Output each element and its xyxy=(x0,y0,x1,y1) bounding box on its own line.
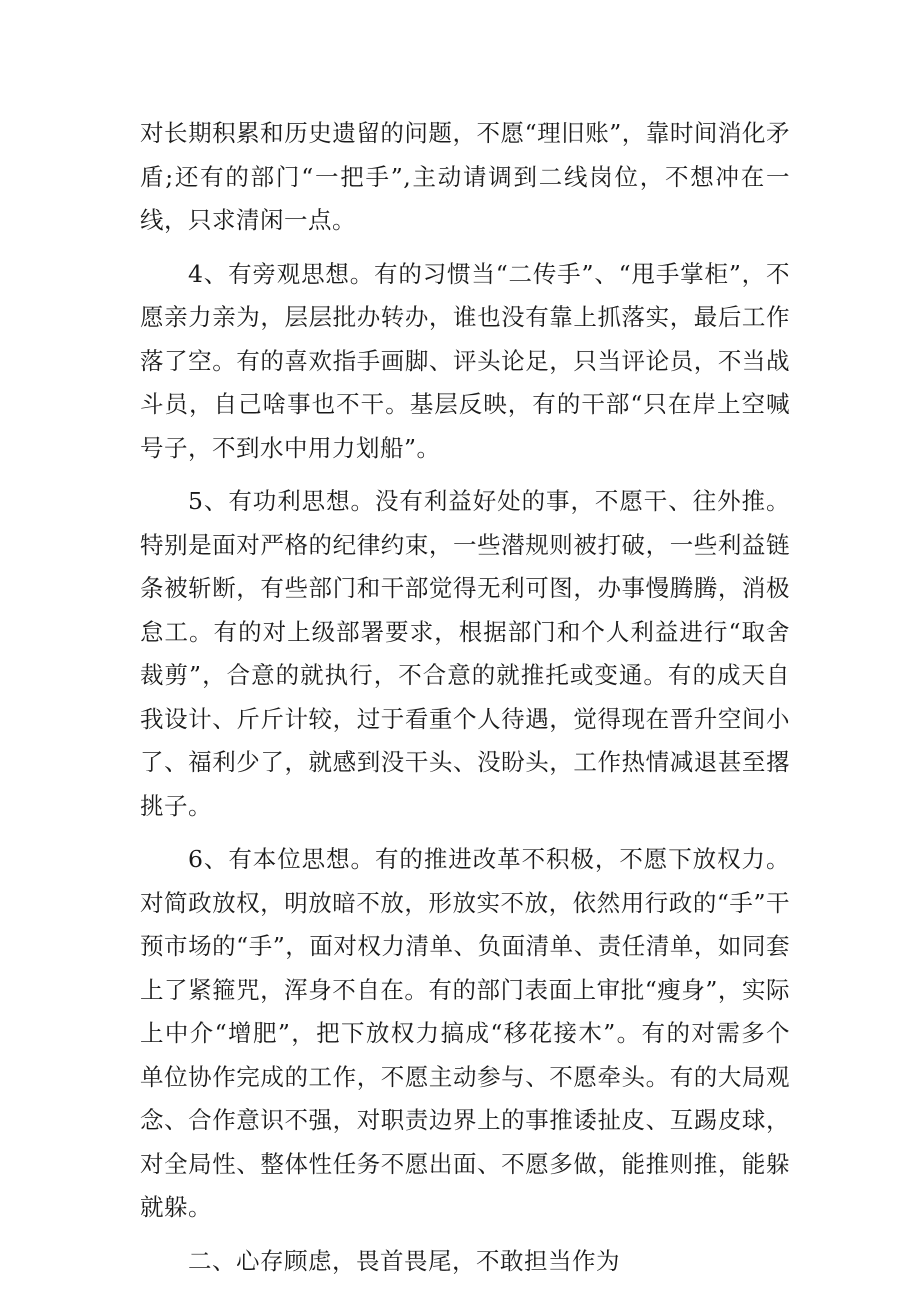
paragraph-item-5: 5、有功利思想。没有利益好处的事，不愿干、往外推。特别是面对严格的纪律约束，一些潜规则被打破，一些利益链条被斩断，有些部门和干部觉得无利可图，办事慢腾腾，消极怠工。有的对上级部署要求，根据部门和个人利益进行“取舍裁剪”，合意的就执行，不合意的就推托或变通。有的成天自我设计、斤斤计较，过于看重个人待遇，觉得现在晋升空间小了、福利少了，就感到没干头、没盼头，工作热情减退甚至撂挑子。 xyxy=(140,487,790,820)
section-heading: 二、心存顾虑，畏首畏尾，不敢担当作为 xyxy=(188,1246,620,1275)
paragraph-item-4: 4、有旁观思想。有的习惯当“二传手”、“甩手掌柜”，不愿亲力亲为，层层批办转办，谁也没有靠上抓落实，最后工作落了空。有的喜欢指手画脚、评头论足，只当评论员，不当战斗员，自己啥事也不干。基层反映，有的干部“只在岸上空喊号子，不到水中用力划船”。 xyxy=(140,259,790,462)
paragraph-item-6: 6、有本位思想。有的推进改革不积极，不愿下放权力。对简政放权，明放暗不放，形放实不放，依然用行政的“手”干预市场的“手”，面对权力清单、负面清单、责任清单，如同套上了紧箍咒，浑身不自在。有的部门表面上审批“瘦身”，实际上中介“增肥”，把下放权力搞成“移花接木”。有的对需多个单位协作完成的工作，不愿主动参与、不愿牵头。有的大局观念、合作意识不强，对职责边界上的事推诿扯皮、互踢皮球，对全局性、整体性任务不愿出面、不愿多做，能推则推，能躲就躲。 xyxy=(140,845,790,1221)
paragraph-continuation: 对长期积累和历史遗留的问题，不愿“理旧账”，靠时间消化矛盾;还有的部门“一把手”,主动请调到二线岗位，不想冲在一线，只求清闲一点。 xyxy=(140,119,790,234)
document-page xyxy=(140,112,790,1283)
